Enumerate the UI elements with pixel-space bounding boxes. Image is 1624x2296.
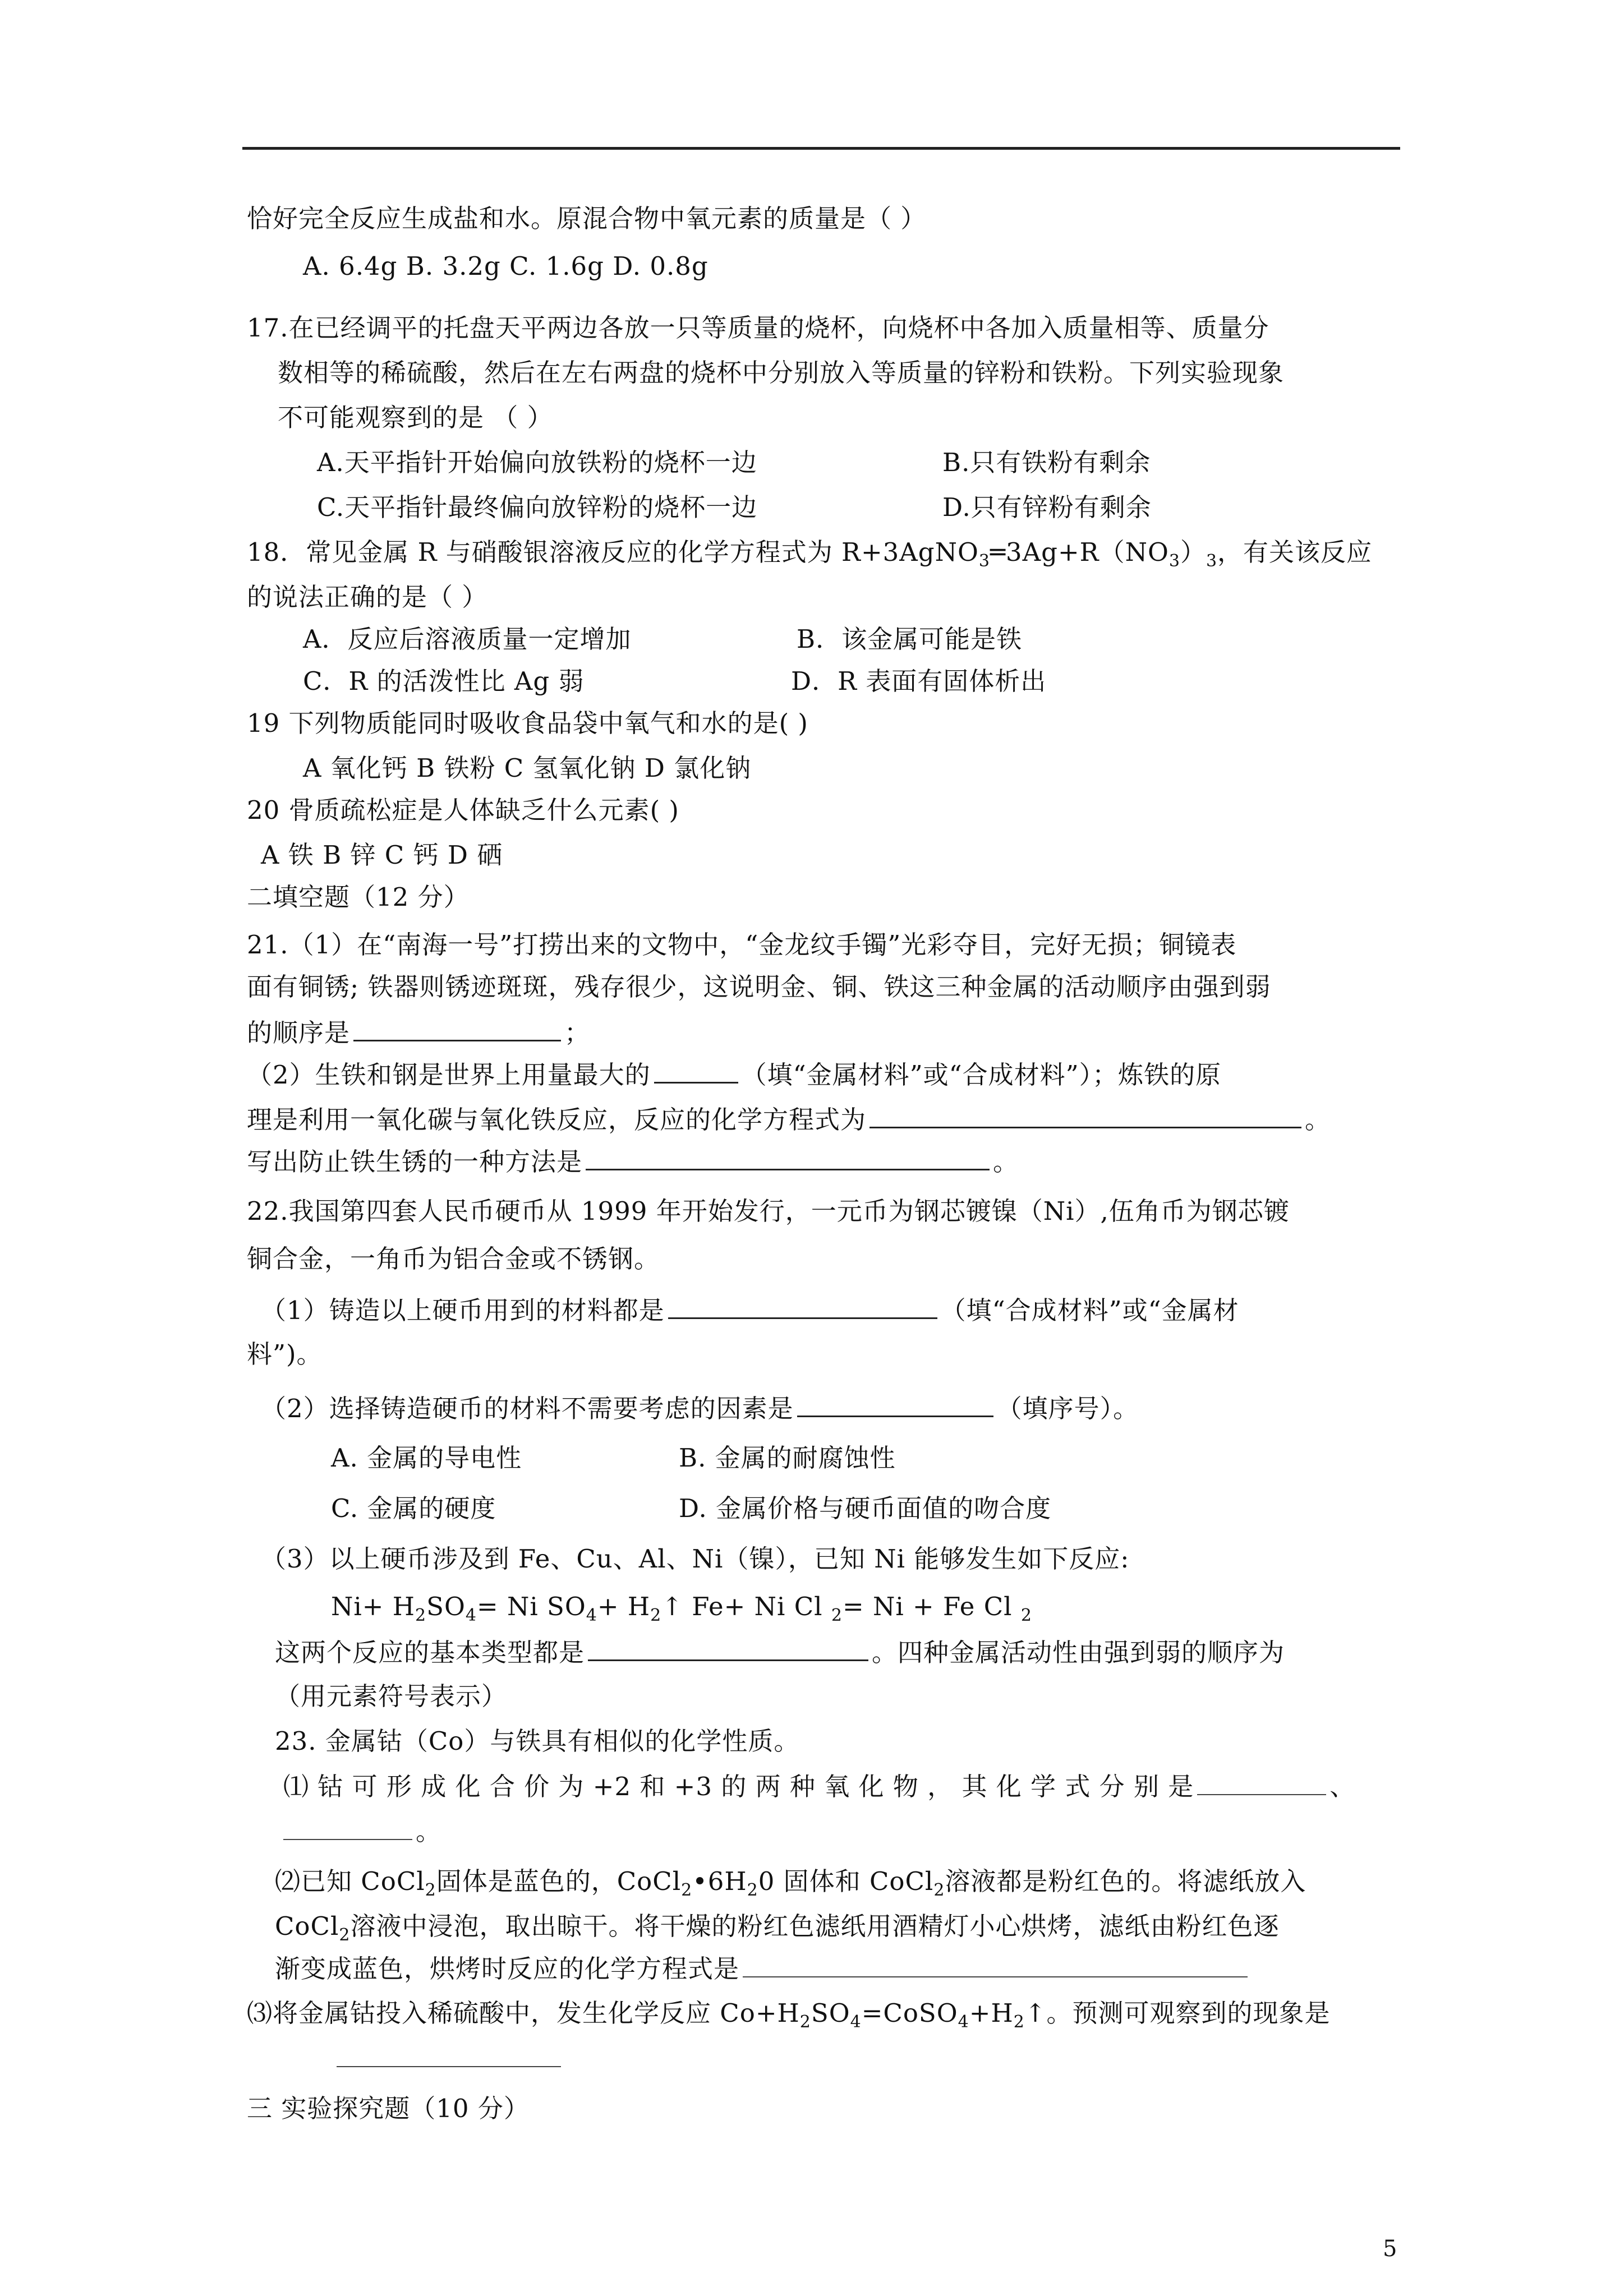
option-d: D.只有锌粉有剩余 — [942, 492, 1152, 522]
question-21: 21.（1）在“南海一号”打捞出来的文物中，“金龙纹手镯”光彩夺目，完好无损；铜镜表 — [247, 930, 1237, 960]
header-rule — [242, 147, 1400, 150]
option-c: C.天平指针最终偏向放锌粉的烧杯一边 — [317, 492, 758, 522]
option-a: A. 金属的导电性 — [331, 1443, 522, 1473]
question-22: 22.我国第四套人民币硬币从 1999 年开始发行，一元币为钢芯镀镍（Ni）,伍角币为钢芯镀 — [247, 1196, 1290, 1226]
option-c: C．R 的活泼性比 Ag 弱 — [303, 666, 585, 696]
question-20: 20 骨质疏松症是人体缺乏什么元素( ) — [247, 795, 679, 825]
text-line: 铜合金，一角币为铝合金或不锈钢。 — [247, 1244, 660, 1274]
text-line: 理是利用一氧化碳与氧化铁反应，反应的化学方程式为 。 — [247, 1102, 1331, 1137]
text-line: （用元素符号表示） — [275, 1681, 508, 1711]
answer-blank[interactable] — [869, 1102, 1301, 1128]
options-line: A 铁 B 锌 C 钙 D 硒 — [261, 840, 503, 870]
text-line: ⑴ 钴 可 形 成 化 合 价 为 +2 和 +3 的 两 种 氧 化 物 ， 其 化 学 式 分 别 是 、 — [283, 1769, 1355, 1804]
answer-blank[interactable] — [668, 1293, 937, 1319]
text-line: （3）以上硬币涉及到 Fe、Cu、Al、Ni（镍），已知 Ni 能够发生如下反应: — [261, 1544, 1130, 1574]
answer-blank[interactable] — [797, 1391, 993, 1417]
text-line: ⑶将金属钴投入稀硫酸中，发生化学反应 $Co+H_2SO_4=CoSO_4+H_2↑$。预测可观察到的现象是 — [247, 1998, 1331, 2032]
section-heading: 三 实验探究题（10 分） — [247, 2094, 530, 2123]
text-line: ⑵已知 CoCl$_2$固体是蓝色的，$CoCl_2•6H_20$ 固体和 CoCl$_2$溶液都是粉红色的。将滤纸放入 — [275, 1866, 1306, 1900]
option-b: B. 金属的耐腐蚀性 — [679, 1443, 896, 1473]
answer-blank[interactable] — [1197, 1769, 1326, 1795]
text-line: 不可能观察到的是 （ ） — [278, 403, 553, 432]
option-d: D. 金属价格与硬币面值的吻合度 — [679, 1493, 1052, 1523]
question-17: 17.在已经调平的托盘天平两边各放一只等质量的烧杯，向烧杯中各加入质量相等、质量分 — [247, 313, 1269, 343]
options-line: A. 6.4g B. 3.2g C. 1.6g D. 0.8g — [303, 251, 709, 281]
text-line: 写出防止铁生锈的一种方法是 。 — [247, 1144, 1019, 1179]
text-line — [337, 2041, 564, 2076]
text-line: （2）生铁和钢是世界上用量最大的 （填“金属材料”或“合成材料”）；炼铁的原 — [247, 1057, 1221, 1092]
answer-blank[interactable] — [654, 1057, 738, 1084]
page-number: 5 — [1383, 2236, 1397, 2262]
text-line: CoCl$_2$溶液中浸泡，取出晾干。将干燥的粉红色滤纸用酒精灯小心烘烤，滤纸由粉红色逐 — [275, 1911, 1280, 1945]
option-d: D．R 表面有固体析出 — [791, 666, 1047, 696]
question-23: 23. 金属钴（Co）与铁具有相似的化学性质。 — [275, 1726, 800, 1756]
text-line: （1）铸造以上硬币用到的材料都是 （填“合成材料”或“金属材 — [261, 1293, 1239, 1327]
options-line: A 氧化钙 B 铁粉 C 氢氧化钠 D 氯化钠 — [303, 753, 752, 783]
text-line: 的说法正确的是（ ） — [247, 582, 488, 612]
equation-line: $Ni+ H_2SO_4= Ni$ $SO_4+$ $H_2↑$ Fe+ Ni Cl $_2$= Ni + Fe Cl $_2$ — [331, 1592, 1032, 1625]
question-18: 18．常见金属 R 与硝酸银溶液反应的化学方程式为 $R+3AgNO_3═3Ag+R(NO_3)_3$，有关该反应 — [247, 537, 1373, 571]
option-a: A．反应后溶液质量一定增加 — [303, 624, 632, 654]
text-line: 恰好完全反应生成盐和水。原混合物中氧元素的质量是（ ） — [247, 204, 927, 233]
answer-blank[interactable] — [337, 2041, 561, 2067]
option-b: B．该金属可能是铁 — [797, 624, 1023, 654]
option-a: A.天平指针开始偏向放铁粉的烧杯一边 — [317, 448, 757, 477]
option-c: C. 金属的硬度 — [331, 1493, 496, 1523]
option-b: B.只有铁粉有剩余 — [942, 448, 1151, 477]
answer-blank[interactable] — [283, 1814, 412, 1840]
text-line: 渐变成蓝色，烘烤时反应的化学方程式是 — [275, 1952, 1251, 1986]
text-line: 这两个反应的基本类型都是 。四种金属活动性由强到弱的顺序为 — [275, 1635, 1285, 1670]
text-line: 的顺序是 ； — [247, 1015, 590, 1050]
text-line: 面有铜锈; 铁器则锈迹斑斑，残存很少，这说明金、铜、铁这三种金属的活动顺序由强到弱 — [247, 972, 1271, 1002]
text-line: 。 — [283, 1814, 441, 1848]
answer-blank[interactable] — [588, 1635, 868, 1661]
question-19: 19 下列物质能同时吸收食品袋中氧气和水的是( ) — [247, 708, 808, 738]
answer-blank[interactable] — [353, 1015, 561, 1041]
text-line: 料”)。 — [247, 1339, 323, 1369]
section-heading: 二填空题（12 分） — [247, 882, 470, 912]
text-line: 数相等的稀硫酸，然后在左右两盘的烧杯中分别放入等质量的锌粉和铁粉。下列实验现象 — [278, 358, 1285, 388]
answer-blank[interactable] — [743, 1952, 1248, 1977]
answer-blank[interactable] — [586, 1144, 990, 1170]
text-line: （2）选择铸造硬币的材料不需要考虑的因素是 （填序号）。 — [261, 1391, 1139, 1426]
